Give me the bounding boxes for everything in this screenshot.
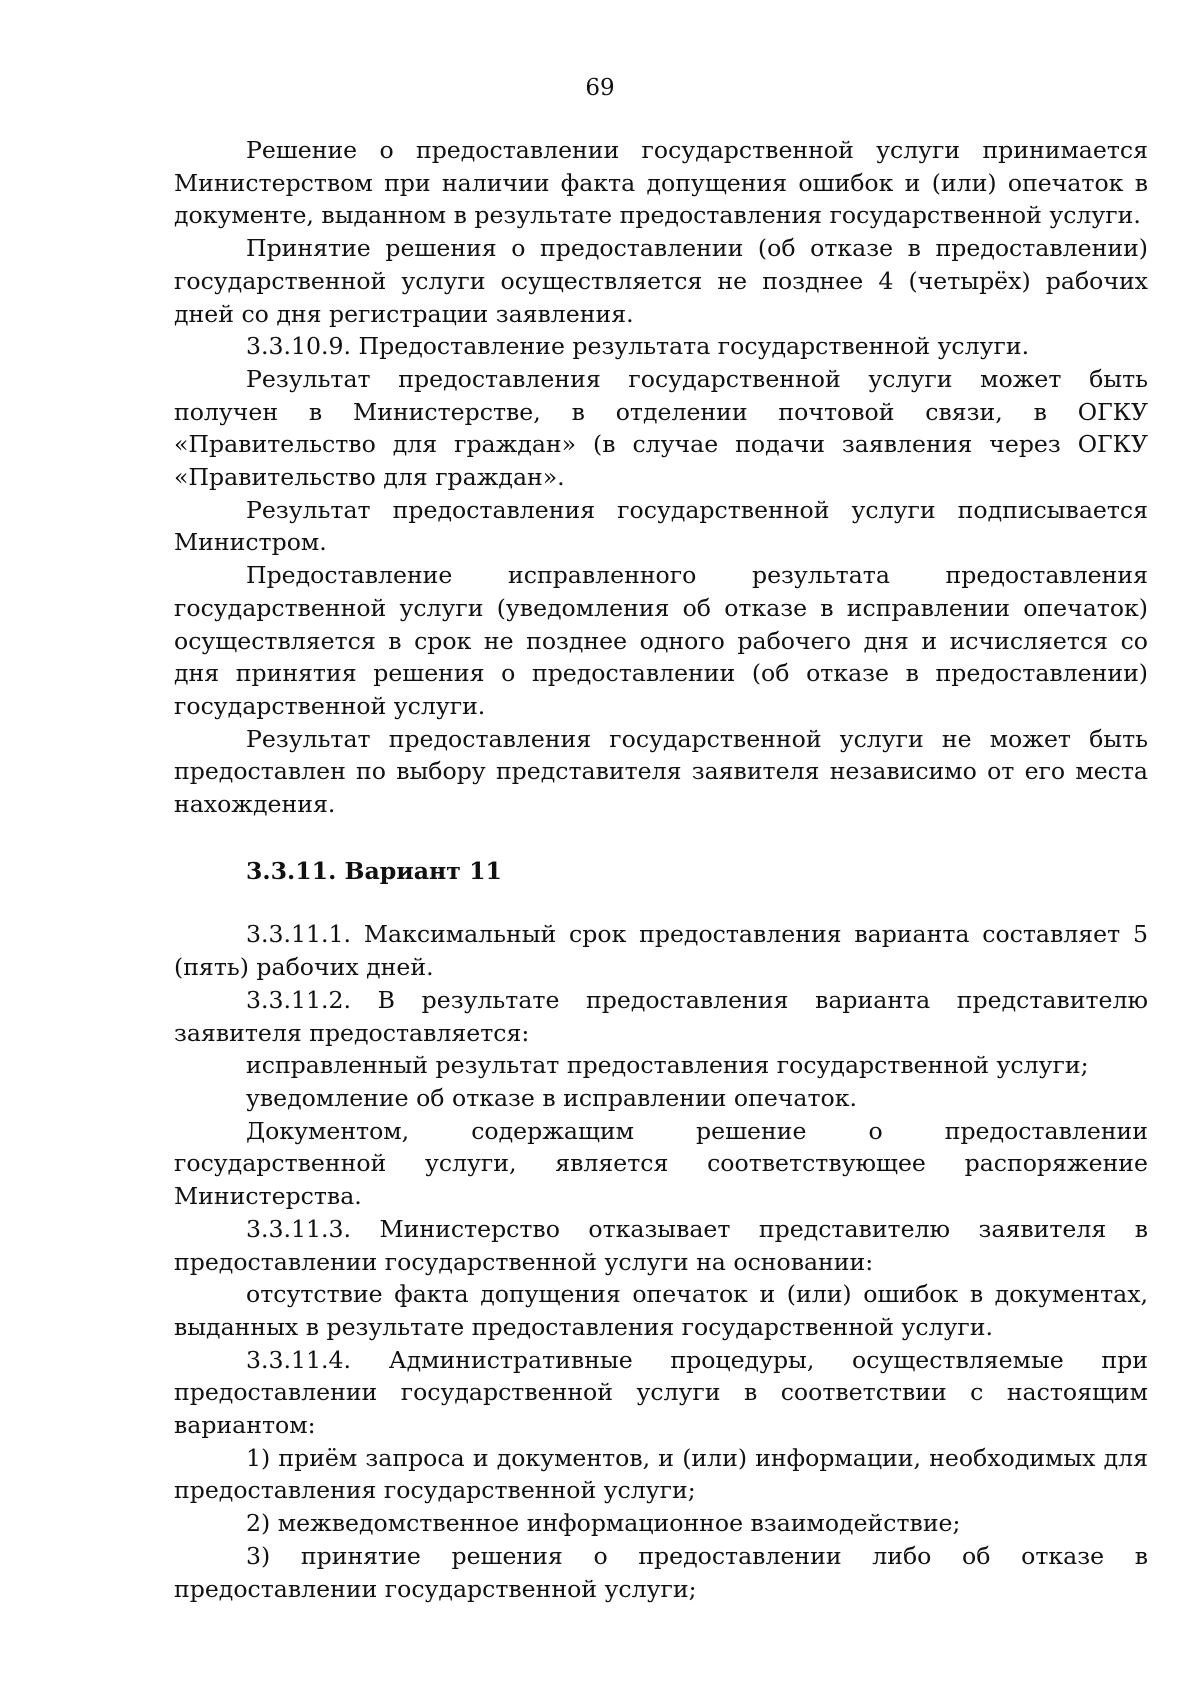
list-item: уведомление об отказе в исправлении опечаток. — [246, 1083, 857, 1112]
paragraph: Предоставление исправленного результата предоставления государственной услуги (уведомления об отказе в исправлении опечаток) осуществляется в срок не позднее одного рабочего дня и исчисляется со дня принятия решения о предоставлении (об отказе в предоставлении) государственной услуги. — [174, 561, 1148, 720]
document-body — [174, 134, 1148, 1605]
page-number: 69 — [585, 75, 615, 101]
paragraph: Принятие решения о предоставлении (об отказе в предоставлении) государственной услуги осуществляется не позднее 4 (четырёх) рабочих дней со дня регистрации заявления. — [174, 234, 1148, 328]
paragraph: Результат предоставления государственной услуги может быть получен в Министерстве, в отделении почтовой связи, в ОГКУ «Правительство для граждан» (в случае подачи заявления через ОГКУ «Правительство для граждан». — [174, 364, 1148, 492]
paragraph: отсутствие факта допущения опечаток и (или) ошибок в документах, выданных в результате предоставления государственной услуги. — [174, 1280, 1148, 1341]
list-item: 3) принятие решения о предоставлении либо об отказе в предоставлении государственной услуги; — [174, 1541, 1148, 1603]
paragraph: Документом, содержащим решение о предоставлении государственной услуги, является соответствующее распоряжение Министерства. — [174, 1116, 1148, 1211]
paragraph: Результат предоставления государственной услуги подписывается Министром. — [174, 495, 1148, 557]
list-item: 1) приём запроса и документов, и (или) информации, необходимых для предоставления государственной услуги; — [174, 1443, 1148, 1505]
list-item: исправленный результат предоставления государственной услуги; — [246, 1051, 1089, 1080]
paragraph: Результат предоставления государственной услуги не может быть предоставлен по выбору представителя заявителя независимо от его места нахождения. — [174, 724, 1148, 819]
paragraph: 3.3.10.9. Предоставление результата государственной услуги. — [246, 332, 1030, 361]
paragraph: Решение о предоставлении государственной услуги принимается Министерством при наличии факта допущения ошибок и (или) опечаток в документе, выданном в результате предоставления государственной услуги. — [174, 136, 1148, 230]
paragraph: 3.3.11.4. Административные процедуры, осуществляемые при предоставлении государственной услуги в соответствии с настоящим вариантом: — [174, 1345, 1148, 1440]
paragraph: 3.3.11.1. Максимальный срок предоставления варианта составляет 5 (пять) рабочих дней. — [174, 920, 1148, 982]
paragraph: 3.3.11.2. В результате предоставления варианта представителю заявителя предоставляется: — [174, 985, 1148, 1047]
list-item: 2) межведомственное информационное взаимодействие; — [246, 1509, 961, 1538]
paragraph: 3.3.11.3. Министерство отказывает представителю заявителя в предоставлении государственной услуги на основании: — [174, 1214, 1148, 1276]
section-heading: 3.3.11. Вариант 11 — [246, 856, 502, 885]
